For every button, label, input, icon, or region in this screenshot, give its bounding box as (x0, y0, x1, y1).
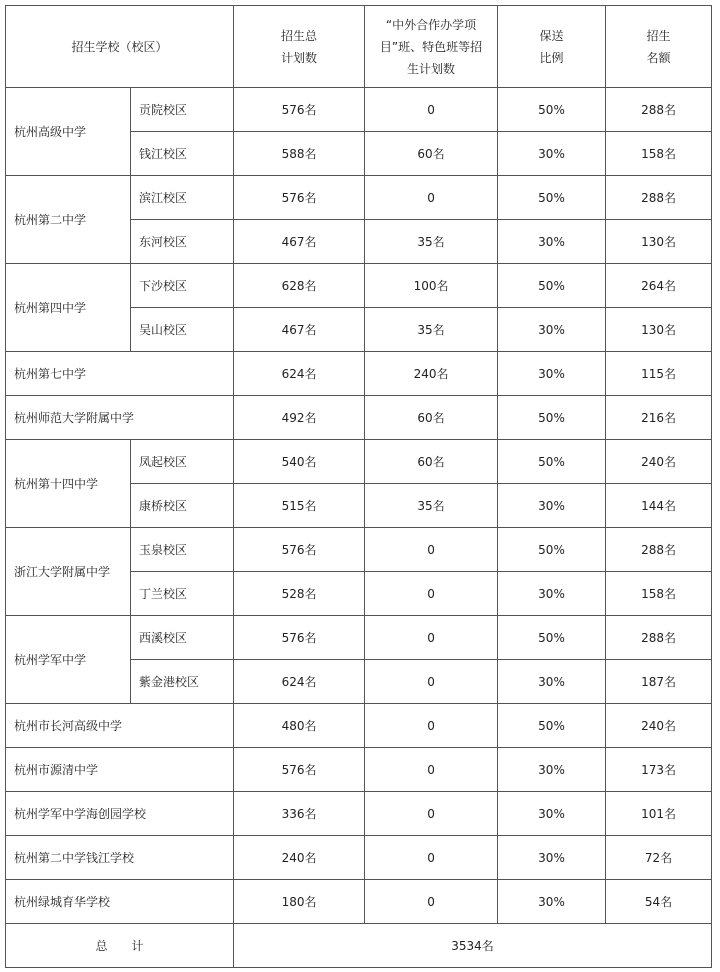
special-plan-cell: 35名 (365, 308, 498, 352)
total-plan-cell: 576名 (234, 88, 365, 132)
school-name: 杭州第四中学 (6, 264, 131, 352)
header-total-plan-line-2: 计划数 (281, 50, 318, 65)
campus-name: 贡院校区 (131, 88, 234, 132)
ratio-cell: 50% (498, 88, 606, 132)
total-plan-cell: 467名 (234, 220, 365, 264)
ratio-cell: 30% (498, 308, 606, 352)
table-row (6, 880, 712, 924)
quota-cell: 264名 (606, 264, 712, 308)
school-name: 杭州师范大学附属中学 (6, 396, 234, 440)
quota-cell: 240名 (606, 440, 712, 484)
total-plan-cell: 480名 (234, 704, 365, 748)
table-row (6, 704, 712, 748)
header-special-plan-line-1: “中外合作办学项 (385, 17, 477, 32)
campus-name: 西溪校区 (131, 616, 234, 660)
ratio-cell: 50% (498, 176, 606, 220)
header-special-plan (365, 6, 498, 88)
table-row (6, 792, 712, 836)
special-plan-cell: 0 (365, 704, 498, 748)
special-plan-cell: 0 (365, 748, 498, 792)
total-plan-cell: 624名 (234, 352, 365, 396)
campus-name: 康桥校区 (131, 484, 234, 528)
quota-cell: 144名 (606, 484, 712, 528)
special-plan-cell: 100名 (365, 264, 498, 308)
total-plan-cell: 240名 (234, 836, 365, 880)
special-plan-cell: 0 (365, 880, 498, 924)
school-name: 杭州学军中学海创园学校 (6, 792, 234, 836)
total-plan-cell: 528名 (234, 572, 365, 616)
special-plan-cell: 0 (365, 528, 498, 572)
table-row (6, 440, 712, 484)
total-plan-cell: 467名 (234, 308, 365, 352)
special-plan-cell: 35名 (365, 484, 498, 528)
quota-cell: 173名 (606, 748, 712, 792)
table-row (6, 264, 712, 308)
school-name: 杭州第二中学钱江学校 (6, 836, 234, 880)
ratio-cell: 30% (498, 352, 606, 396)
quota-cell: 288名 (606, 88, 712, 132)
table-row (6, 396, 712, 440)
quota-cell: 216名 (606, 396, 712, 440)
campus-name: 玉泉校区 (131, 528, 234, 572)
quota-cell: 158名 (606, 132, 712, 176)
header-total-plan (234, 6, 365, 88)
school-name: 杭州高级中学 (6, 88, 131, 176)
ratio-cell: 30% (498, 748, 606, 792)
ratio-cell: 50% (498, 264, 606, 308)
header-quota (606, 6, 712, 88)
ratio-cell: 30% (498, 880, 606, 924)
campus-name: 下沙校区 (131, 264, 234, 308)
table-row (6, 176, 712, 220)
total-plan-cell: 540名 (234, 440, 365, 484)
special-plan-cell: 0 (365, 88, 498, 132)
enrollment-quota-table (5, 5, 712, 968)
quota-cell: 115名 (606, 352, 712, 396)
quota-cell: 240名 (606, 704, 712, 748)
ratio-cell: 50% (498, 616, 606, 660)
special-plan-cell: 60名 (365, 440, 498, 484)
ratio-cell: 30% (498, 572, 606, 616)
header-total-plan-line-1: 招生总 (281, 28, 318, 43)
ratio-cell: 50% (498, 440, 606, 484)
quota-cell: 72名 (606, 836, 712, 880)
school-name: 杭州市长河高级中学 (6, 704, 234, 748)
header-ratio-line-2: 比例 (539, 50, 564, 65)
campus-name: 东河校区 (131, 220, 234, 264)
quota-cell: 187名 (606, 660, 712, 704)
quota-cell: 101名 (606, 792, 712, 836)
ratio-cell: 50% (498, 396, 606, 440)
ratio-cell: 50% (498, 528, 606, 572)
special-plan-cell: 60名 (365, 396, 498, 440)
school-name: 杭州绿城育华学校 (6, 880, 234, 924)
ratio-cell: 30% (498, 220, 606, 264)
school-name: 浙江大学附属中学 (6, 528, 131, 616)
school-name: 杭州学军中学 (6, 616, 131, 704)
special-plan-cell: 35名 (365, 220, 498, 264)
quota-cell: 288名 (606, 176, 712, 220)
header-school: 招生学校（校区） (6, 6, 234, 88)
total-plan-cell: 624名 (234, 660, 365, 704)
special-plan-cell: 0 (365, 572, 498, 616)
campus-name: 钱江校区 (131, 132, 234, 176)
school-name: 杭州第十四中学 (6, 440, 131, 528)
ratio-cell: 50% (498, 704, 606, 748)
total-plan-cell: 628名 (234, 264, 365, 308)
total-label: 总 计 (6, 924, 234, 968)
campus-name: 凤起校区 (131, 440, 234, 484)
header-quota-line-2: 名额 (646, 50, 671, 65)
quota-cell: 54名 (606, 880, 712, 924)
table-row (6, 528, 712, 572)
ratio-cell: 30% (498, 132, 606, 176)
special-plan-cell: 0 (365, 792, 498, 836)
quota-cell: 130名 (606, 308, 712, 352)
total-plan-cell: 492名 (234, 396, 365, 440)
total-plan-cell: 576名 (234, 528, 365, 572)
special-plan-cell: 240名 (365, 352, 498, 396)
special-plan-cell: 0 (365, 616, 498, 660)
special-plan-cell: 0 (365, 176, 498, 220)
quota-cell: 130名 (606, 220, 712, 264)
school-name: 杭州市源清中学 (6, 748, 234, 792)
total-plan-cell: 336名 (234, 792, 365, 836)
total-plan-cell: 576名 (234, 748, 365, 792)
special-plan-cell: 0 (365, 836, 498, 880)
total-plan-cell: 588名 (234, 132, 365, 176)
table-row (6, 836, 712, 880)
special-plan-cell: 60名 (365, 132, 498, 176)
table-row (6, 88, 712, 132)
school-name: 杭州第二中学 (6, 176, 131, 264)
table-row (6, 748, 712, 792)
school-name: 杭州第七中学 (6, 352, 234, 396)
total-plan-cell: 180名 (234, 880, 365, 924)
total-row (6, 924, 712, 968)
campus-name: 滨江校区 (131, 176, 234, 220)
total-value: 3534名 (234, 924, 712, 968)
header-special-plan-line-3: 生计划数 (407, 61, 456, 76)
ratio-cell: 30% (498, 836, 606, 880)
total-plan-cell: 576名 (234, 616, 365, 660)
quota-cell: 288名 (606, 528, 712, 572)
header-ratio (498, 6, 606, 88)
header-ratio-line-1: 保送 (539, 28, 564, 43)
campus-name: 丁兰校区 (131, 572, 234, 616)
total-plan-cell: 515名 (234, 484, 365, 528)
special-plan-cell: 0 (365, 660, 498, 704)
quota-cell: 158名 (606, 572, 712, 616)
table-row (6, 352, 712, 396)
campus-name: 紫金港校区 (131, 660, 234, 704)
ratio-cell: 30% (498, 484, 606, 528)
total-plan-cell: 576名 (234, 176, 365, 220)
quota-cell: 288名 (606, 616, 712, 660)
campus-name: 吴山校区 (131, 308, 234, 352)
ratio-cell: 30% (498, 792, 606, 836)
header-quota-line-1: 招生 (646, 28, 671, 43)
header-special-plan-line-2: 目”班、特色班等招 (379, 39, 483, 54)
ratio-cell: 30% (498, 660, 606, 704)
table-row (6, 616, 712, 660)
header-row (6, 6, 712, 88)
